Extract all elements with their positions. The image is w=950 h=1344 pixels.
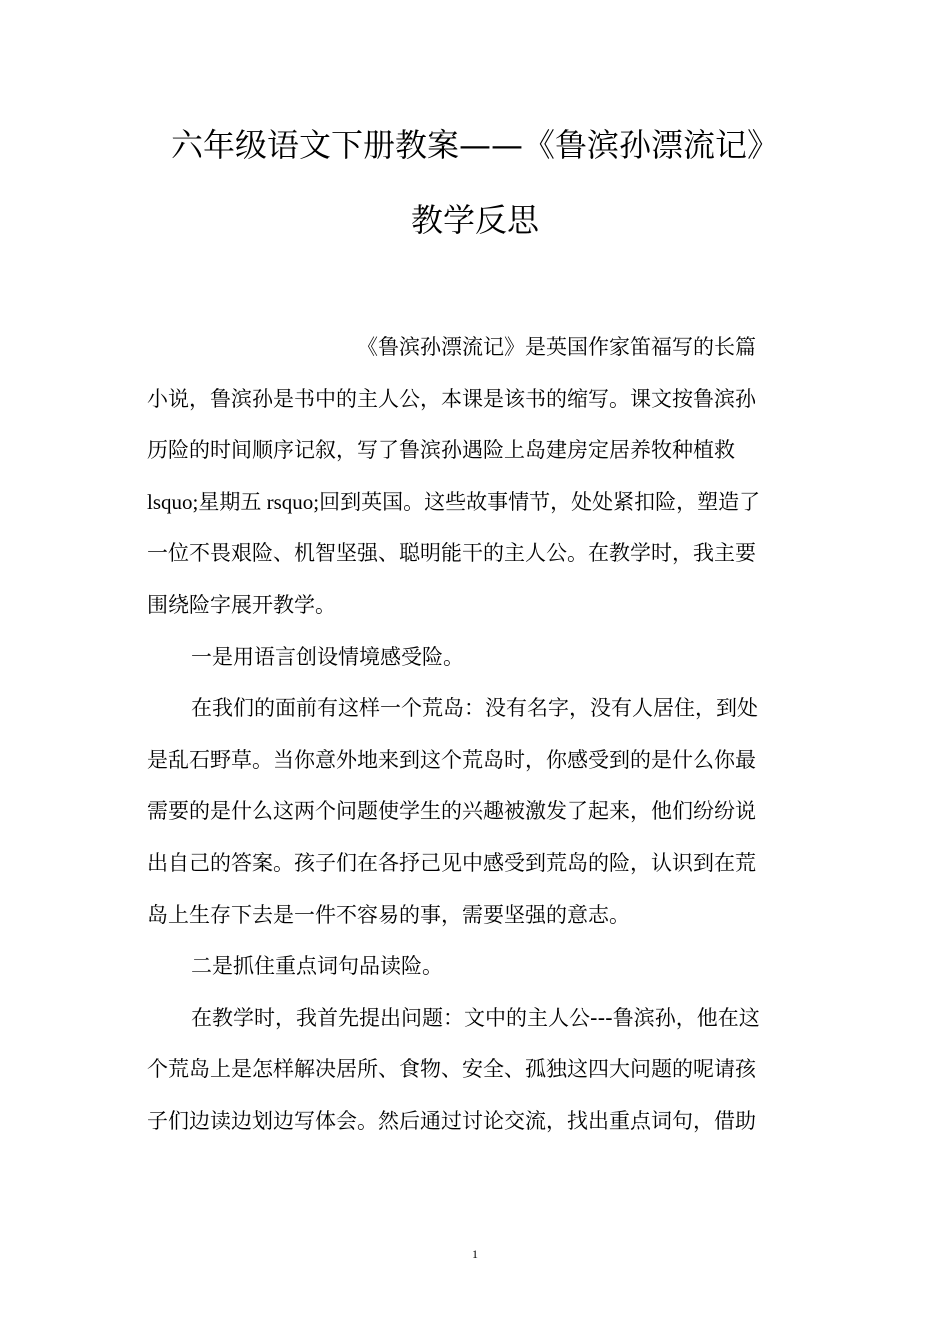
document-title-line-2: 教学反思 [410, 201, 539, 239]
paragraph-line: 在我们的面前有这样一个荒岛：没有名字，没有人居住，到处 [191, 696, 758, 721]
paragraph-line: 岛上生存下去是一件不容易的事，需要坚强的意志。 [147, 902, 630, 927]
paragraph-line: 个荒岛上是怎样解决居所、食物、安全、孤独这四大问题的呢请孩 [147, 1057, 756, 1082]
paragraph-line: 在教学时，我首先提出问题：文中的主人公---鲁滨孙，他在这 [191, 1005, 760, 1030]
document-body [147, 322, 827, 1148]
paragraph-line: 小说，鲁滨孙是书中的主人公，本课是该书的缩写。课文按鲁滨孙 [147, 386, 756, 411]
section-heading-2: 二是抓住重点词句品读险。 [191, 954, 443, 979]
section-heading-1: 一是用语言创设情境感受险。 [191, 644, 464, 669]
page-number: 1 [472, 1247, 478, 1261]
paragraph-line: 一位不畏艰险、机智坚强、聪明能干的主人公。在教学时，我主要 [147, 541, 756, 566]
paragraph-line: lsquo;星期五 rsquo;回到英国。这些故事情节，处处紧扣险，塑造了 [147, 489, 761, 514]
paragraph-line: 出自己的答案。孩子们在各抒己见中感受到荒岛的险，认识到在荒 [147, 850, 756, 875]
paragraph-line: 是乱石野草。当你意外地来到这个荒岛时，你感受到的是什么你最 [147, 747, 756, 772]
paragraph-line: 子们边读边划边写体会。然后通过讨论交流，找出重点词句，借助 [147, 1108, 756, 1133]
paragraph-line: 围绕险字展开教学。 [147, 592, 336, 617]
paragraph-line: 需要的是什么这两个问题使学生的兴趣被激发了起来，他们纷纷说 [147, 799, 756, 824]
paragraph-line: 《鲁滨孙漂流记》是英国作家笛福写的长篇 [357, 335, 756, 359]
paragraph-line: 历险的时间顺序记叙，写了鲁滨孙遇险上岛建房定居养牧种植救 [147, 438, 735, 463]
document-title-line-1: 六年级语文下册教案——《鲁滨孙漂流记》 [170, 126, 779, 164]
